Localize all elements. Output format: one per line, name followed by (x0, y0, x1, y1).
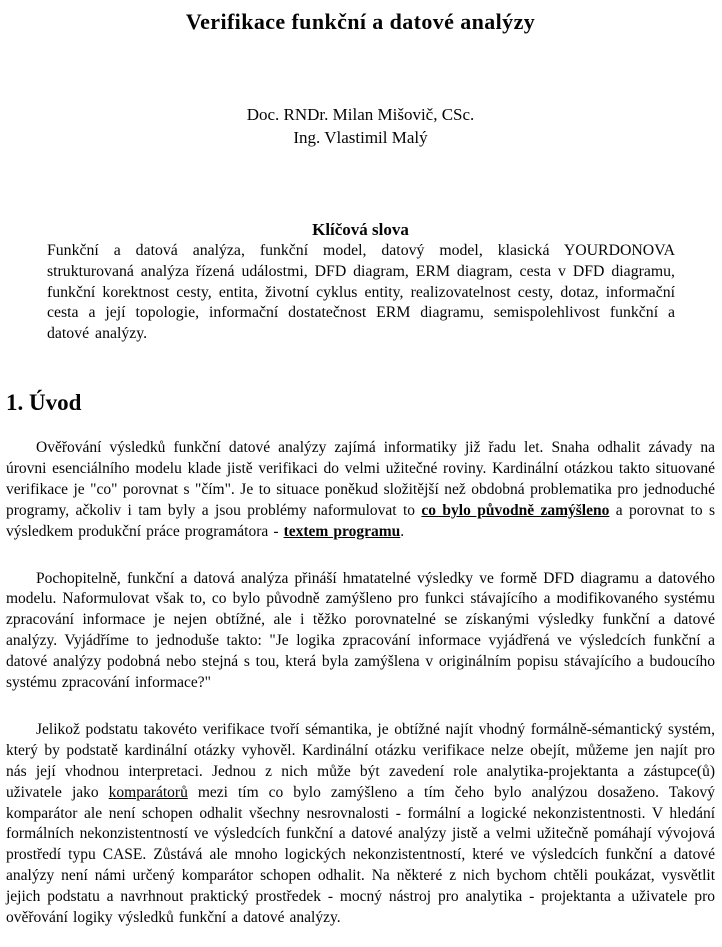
author-line: Ing. Vlastimil Malý (293, 128, 428, 147)
paragraph (6, 438, 715, 543)
keywords-text: Funkční a datová analýza, funkční model, datový model, klasická YOURDONOVA strukturovaná analýza řízená událostmi, DFD diagram, ERM diagram, cesta v DFD diagramu, funkční korektnost cesty, entita, životní cyklus entity, realizovatelnost cesty, dotaz, informační cesta a její topologie, informační dostatečnost ERM diagramu, semispolehlivost funkční a datové analýzy. (47, 242, 675, 343)
text-segment: a porovnat to s výsledkem produkční práce programátora - (6, 501, 715, 540)
text-segment: Jelikož podstatu takovéto verifikace tvoří sémantika, je obtížné najít vhodný formálně-sémantický systém, který by podstatě kardinální otázky vyhověl. Kardinální otázku verifikace nelze obejít, můžeme jen najít pro nás její vhodnou interpretaci. Jednou z nich může být zavedení role analytika-projektanta a zástupce(ů) uživatele jako (6, 720, 715, 801)
underlined-phrase: komparátorů (108, 783, 188, 801)
keywords-heading: Klíčová slova (312, 220, 409, 239)
page-title: Verifikace funkční a datové analýzy (185, 9, 536, 34)
paragraph (6, 569, 715, 694)
authors-block (6, 103, 715, 149)
text-segment: Ověřování výsledků funkční datové analýzy zajímá informatiky již řadu let. Snaha odhalit závady na úrovni esenciálního modelu klade jistě verifikaci do velmi užitečné roviny. Kardinální otázkou takto situované verifikace je "co" porovnat s "čím". Je to situace poněkud složitější než obdobná problematika pro jednoduché programy, ačkoliv i tam byly a jsou problémy naformulovat to (6, 438, 715, 519)
underlined-phrase: textem programu (283, 522, 401, 540)
section-heading: 1. Úvod (6, 389, 82, 415)
text-segment: . (400, 522, 405, 540)
text-segment: Pochopitelně, funkční a datová analýza přináší hmatatelné výsledky ve formě DFD diagramu a datového modelu. Naformulovat však to, co bylo původně zamýšleno pro funkci stávajícího a modifikovaného systému zpracování informace je nejen obtížné, ale i těžko porovnatelné se získanými výsledky funkční a datové analýzy. Vyjádříme to jednoduše takto: "Je logika zpracování informace vyjádřená ve výsledcích funkční a datové analýzy podobná nebo stejná s tou, která byla zamýšlena v originálním popisu stávajícího a budoucího systému zpracování informace?" (6, 569, 715, 692)
author-line: Doc. RNDr. Milan Mišovič, CSc. (246, 105, 475, 124)
text-segment: mezi tím co bylo zamýšleno a tím čeho bylo analýzou dosaženo. Takový komparátor ale není schopen odhalit všechny nesrovnalosti - formální a logické nekonzistentnosti. V hledání formálních nekonzistentností ve výsledcích funkční a datové analýzy jistě a velmi užitečně pomáhají vývojová prostředí typu CASE. Zůstává ale mnoho logických nekonzistentností, které ve výsledcích funkční a datové analýzy není námi určený komparátor schopen odhalit. Na některé z nich bychom chtěli poukázat, vysvětlit jejich podstatu a navrhnout praktický prostředek - mocný nástroj pro analytika - projektanta a uživatele pro ověřování logiky výsledků funkční a datové analýzy. (6, 783, 715, 927)
paragraph (6, 720, 715, 929)
underlined-phrase: co bylo původně zamýšleno (421, 501, 610, 519)
